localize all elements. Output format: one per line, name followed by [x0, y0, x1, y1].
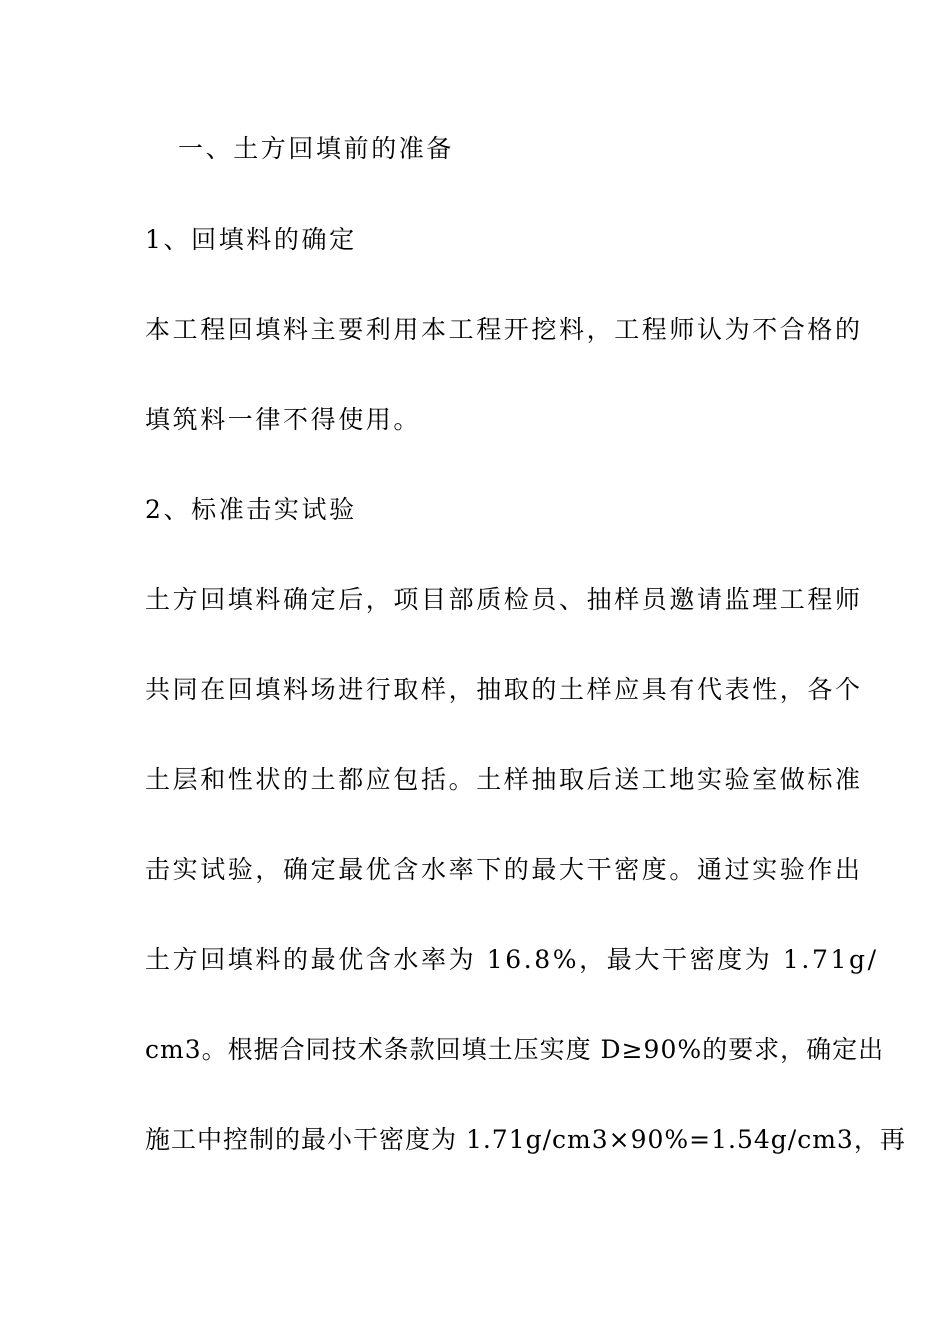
paragraph-line: 土方回填料确定后，项目部质检员、抽样员邀请监理工程师: [145, 585, 863, 614]
section-heading: 一、土方回填前的准备: [178, 134, 455, 163]
subsection-title-2: 2、标准击实试验: [145, 495, 357, 524]
paragraph-line: 共同在回填料场进行取样，抽取的土样应具有代表性，各个: [145, 675, 863, 704]
paragraph-line: 施工中控制的最小干密度为 1.71g/cm3×90%=1.54g/cm3，再: [145, 1125, 906, 1154]
paragraph-line: 击实试验，确定最优含水率下的最大干密度。通过实验作出: [145, 855, 863, 884]
subsection-title-1: 1、回填料的确定: [145, 225, 357, 254]
paragraph-line: 土方回填料的最优含水率为 16.8%，最大干密度为 1.71g/: [145, 945, 879, 974]
paragraph-line: cm3。根据合同技术条款回填土压实度 D≥90%的要求，确定出: [145, 1035, 885, 1064]
paragraph-line: 土层和性状的土都应包括。土样抽取后送工地实验室做标准: [145, 765, 863, 794]
paragraph-line: 本工程回填料主要利用本工程开挖料，工程师认为不合格的: [145, 315, 863, 344]
paragraph-line: 填筑料一律不得使用。: [145, 405, 422, 434]
